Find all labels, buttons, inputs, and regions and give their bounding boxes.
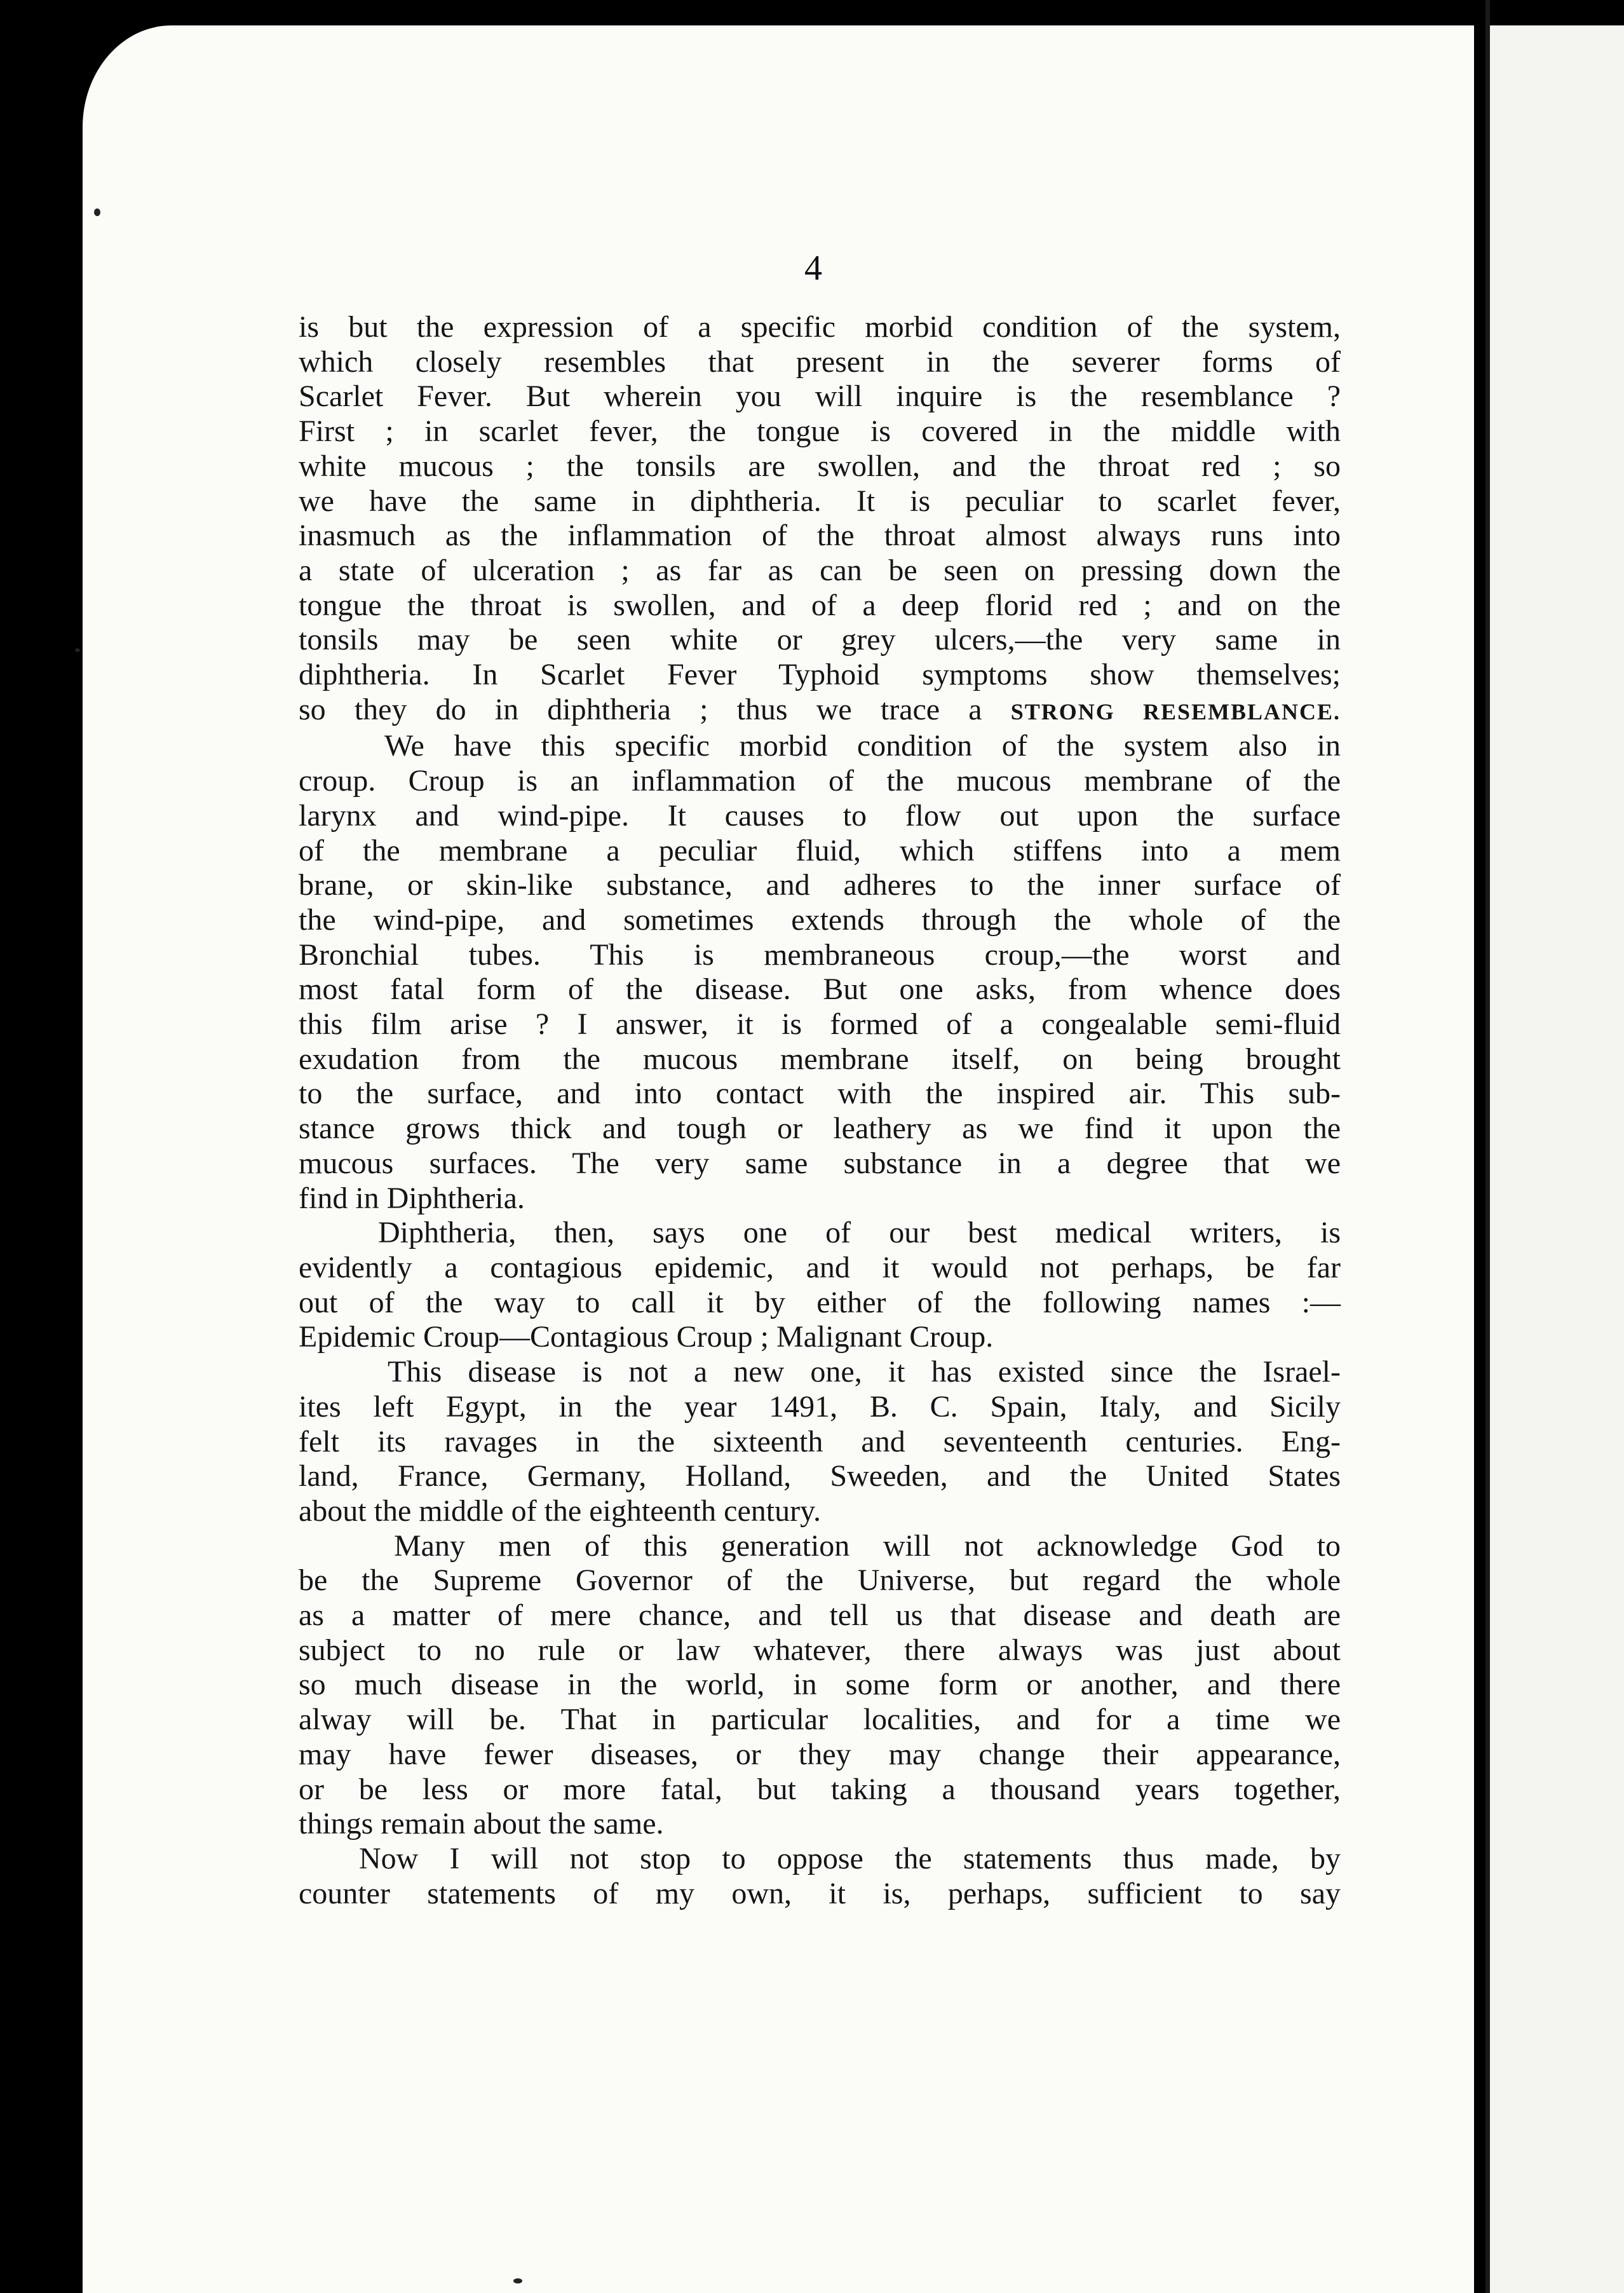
text-line: diphtheria. In Scarlet Fever Typhoid symptoms show themselves; (299, 658, 1341, 692)
scan-speck (513, 2278, 522, 2283)
paragraph-4 (299, 1355, 1341, 1529)
text-line: Many men of this generation will not acknowledge God to (394, 1528, 1341, 1563)
text-line: inasmuch as the inflammation of the throat almost always runs into (299, 519, 1341, 553)
text-line: ites left Egypt, in the year 1491, B. C. Spain, Italy, and Sicily (299, 1389, 1341, 1424)
text-line: This disease is not a new one, it has existed since the Israel- (388, 1355, 1341, 1389)
text-line: counter statements of my own, it is, perhaps, sufficient to say (299, 1876, 1341, 1910)
body-text (299, 310, 1341, 1911)
text-line: find in Diphtheria. (299, 1181, 525, 1215)
text-line: exudation from the mucous membrane itself, on being brought (299, 1042, 1341, 1076)
text-line: croup. Croup is an inflammation of the mucous membrane of the (299, 764, 1341, 798)
paragraph-5 (299, 1529, 1341, 1842)
text-line: land, France, Germany, Holland, Sweeden, and the United States (299, 1459, 1341, 1494)
text-line: or be less or more fatal, but taking a thousand years together, (299, 1772, 1341, 1806)
text-line: tongue the throat is swollen, and of a deep florid red ; and on the (299, 588, 1341, 622)
text-line: which closely resembles that present in the severer forms of (299, 344, 1341, 379)
text-line: out of the way to call it by either of the following names :— (299, 1285, 1341, 1319)
text-line: larynx and wind-pipe. It causes to flow out upon the surface (299, 798, 1341, 833)
paragraph-1 (299, 310, 1341, 729)
text-line: Scarlet Fever. But wherein you will inquire is the resemblance ? (299, 379, 1341, 414)
text-line: tonsils may be seen white or grey ulcers,—the very same in (299, 623, 1341, 657)
text-line: brane, or skin-like substance, and adheres to the inner surface of (299, 868, 1341, 902)
text-line: of the membrane a peculiar fluid, which stiffens into a mem (299, 833, 1341, 868)
emphasis-text: STRONG RESEMBLANCE. (1010, 698, 1341, 725)
text-line: subject to no rule or law whatever, there always was just about (299, 1633, 1341, 1667)
text-line: We have this specific morbid condition of the system also in (384, 729, 1341, 763)
text-line: Bronchial tubes. This is membraneous croup,—the worst and (299, 937, 1341, 972)
text-line: be the Supreme Governor of the Universe, but regard the whole (299, 1563, 1341, 1598)
paragraph-2 (299, 729, 1341, 1216)
text-line: a state of ulceration ; as far as can be seen on pressing down the (299, 553, 1341, 587)
page-number: 4 (804, 248, 822, 288)
text-line: stance grows thick and tough or leathery as we find it upon the (299, 1112, 1341, 1146)
text-line: First ; in scarlet fever, the tongue is covered in the middle with (299, 414, 1341, 449)
text-line: the wind-pipe, and sometimes extends through the whole of the (299, 902, 1341, 937)
text-line: white mucous ; the tonsils are swollen, and the throat red ; so (299, 449, 1341, 483)
text-line: mucous surfaces. The very same substance in a degree that we (299, 1146, 1341, 1180)
text-line-prefix: so they do in diphtheria ; thus we trace a (299, 692, 1011, 726)
paragraph-6 (299, 1842, 1341, 1911)
text-line: Now I will not stop to oppose the statements thus made, by (359, 1841, 1341, 1875)
scan-speck (75, 648, 80, 652)
text-line: may have fewer diseases, or they may change their appearance, (299, 1737, 1341, 1771)
text-line: felt its ravages in the sixteenth and seventeenth centuries. Eng- (299, 1424, 1341, 1459)
text-line: Diphtheria, then, says one of our best medical writers, is (378, 1216, 1341, 1250)
page-edge-divider (1485, 0, 1490, 2293)
text-line: most fatal form of the disease. But one asks, from whence does (299, 972, 1341, 1007)
text-line: evidently a contagious epidemic, and it would not perhaps, be far (299, 1250, 1341, 1284)
text-line: so much disease in the world, in some form or another, and there (299, 1668, 1341, 1702)
scan-speck (94, 208, 100, 216)
paragraph-3 (299, 1216, 1341, 1355)
text-line: as a matter of mere chance, and tell us that disease and death are (299, 1598, 1341, 1633)
text-line: alway will be. That in particular localities, and for a time we (299, 1703, 1341, 1737)
adjacent-page-edge (1490, 25, 1624, 2293)
text-line: about the middle of the eighteenth century. (299, 1494, 821, 1528)
text-line: is but the expression of a specific morbid condition of the system, (299, 310, 1341, 344)
text-line: to the surface, and into contact with the inspired air. This sub- (299, 1077, 1341, 1111)
text-line (299, 693, 1341, 730)
text-line: this film arise ? I answer, it is formed of a congealable semi-fluid (299, 1007, 1341, 1042)
text-line: Epidemic Croup—Contagious Croup ; Malignant Croup. (299, 1320, 994, 1354)
text-line: we have the same in diphtheria. It is peculiar to scarlet fever, (299, 484, 1341, 518)
text-line: things remain about the same. (299, 1807, 664, 1841)
